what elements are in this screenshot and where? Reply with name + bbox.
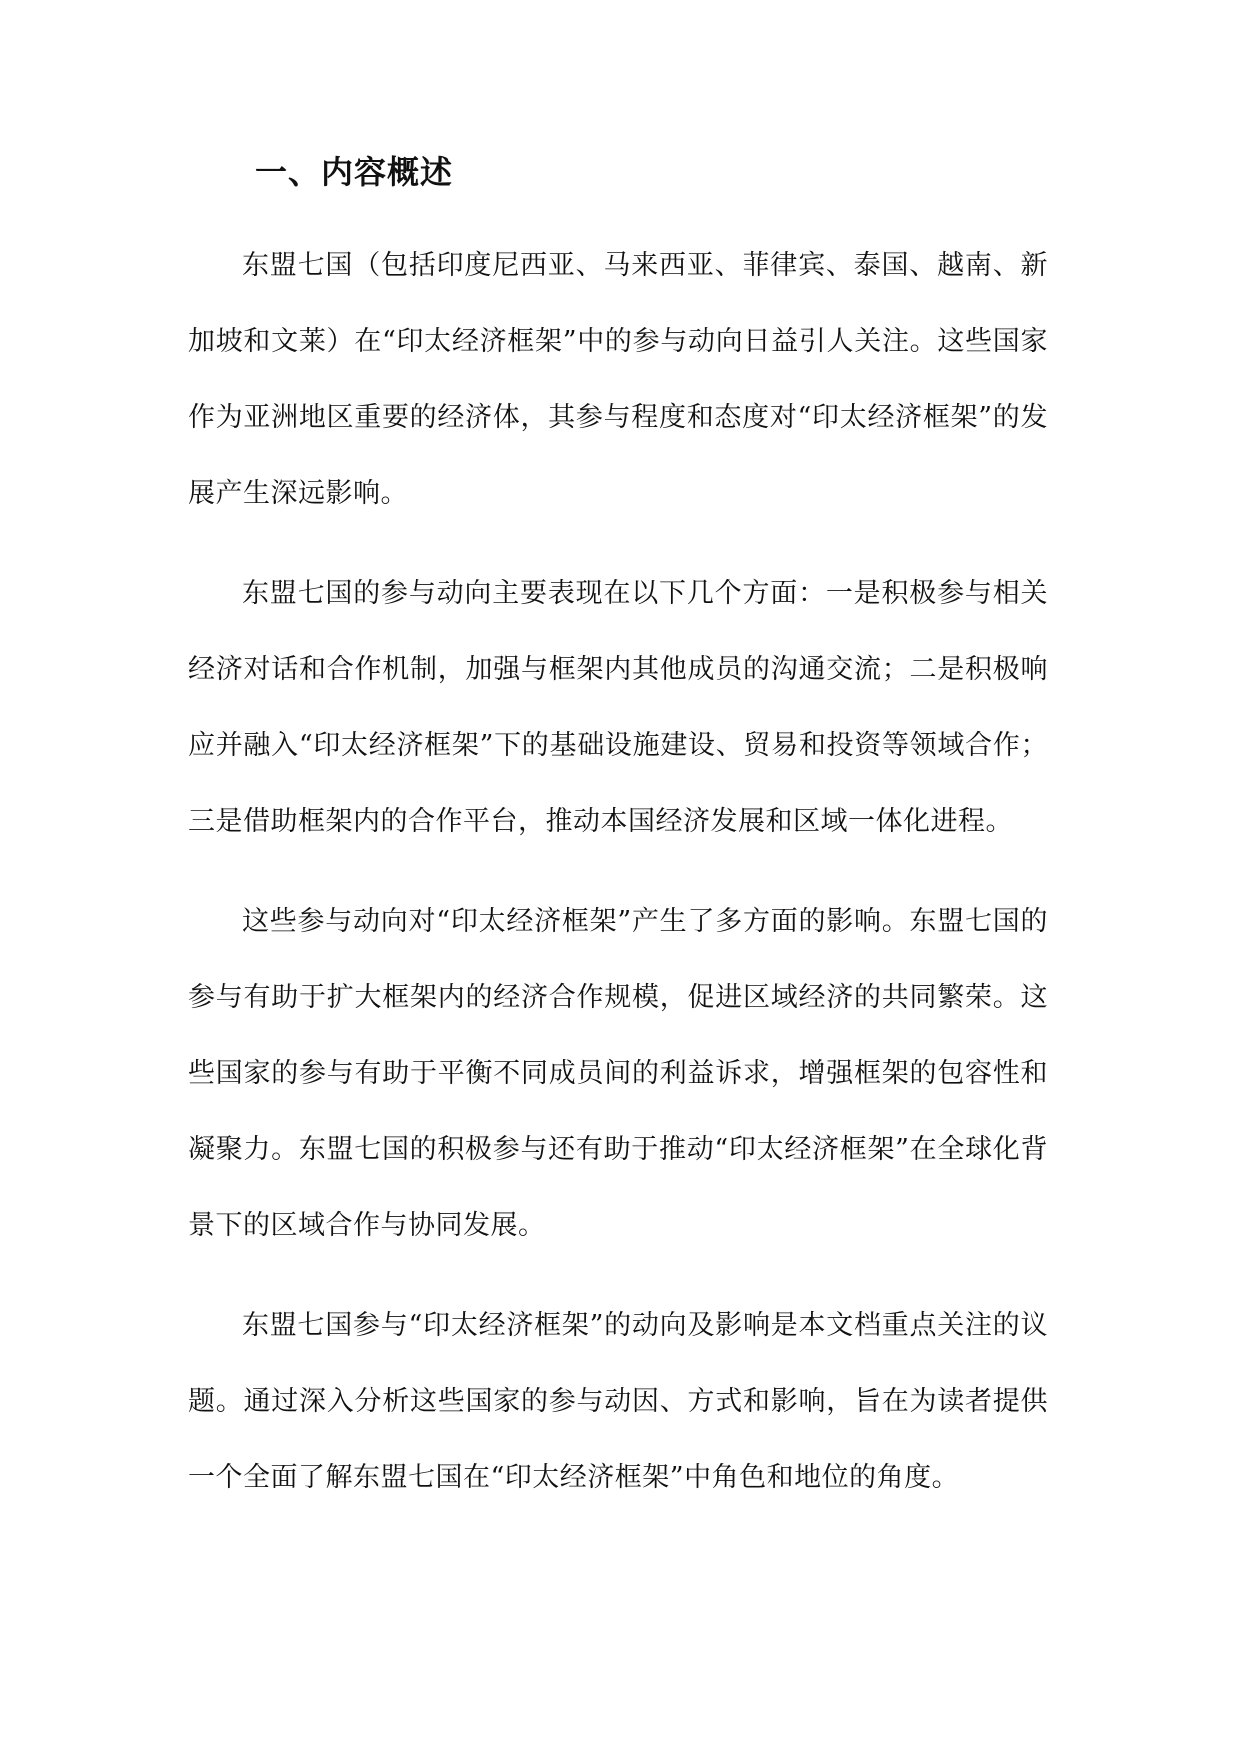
section-heading: 一、内容概述: [255, 153, 454, 191]
document-body: [188, 228, 1048, 1540]
paragraph-impacts: 这些参与动向对“印太经济框架”产生了多方面的影响。东盟七国的参与有助于扩大框架内的经济合作规模，促进区域经济的共同繁荣。这些国家的参与有助于平衡不同成员间的利益诉求，增强框架的包容性和凝聚力。东盟七国的积极参与还有助于推动“印太经济框架”在全球化背景下的区域合作与协同发展。: [188, 906, 1048, 1241]
paragraph-participation-trends: 东盟七国的参与动向主要表现在以下几个方面：一是积极参与相关经济对话和合作机制，加强与框架内其他成员的沟通交流；二是积极响应并融入“印太经济框架”下的基础设施建设、贸易和投资等领域合作；三是借助框架内的合作平台，推动本国经济发展和区域一体化进程。: [188, 578, 1048, 837]
paragraph-focus: 东盟七国参与“印太经济框架”的动向及影响是本文档重点关注的议题。通过深入分析这些国家的参与动因、方式和影响，旨在为读者提供一个全面了解东盟七国在“印太经济框架”中角色和地位的角度。: [188, 1310, 1048, 1493]
paragraph-overview: 东盟七国（包括印度尼西亚、马来西亚、菲律宾、泰国、越南、新加坡和文莱）在“印太经济框架”中的参与动向日益引人关注。这些国家作为亚洲地区重要的经济体，其参与程度和态度对“印太经济框架”的发展产生深远影响。: [188, 250, 1048, 509]
